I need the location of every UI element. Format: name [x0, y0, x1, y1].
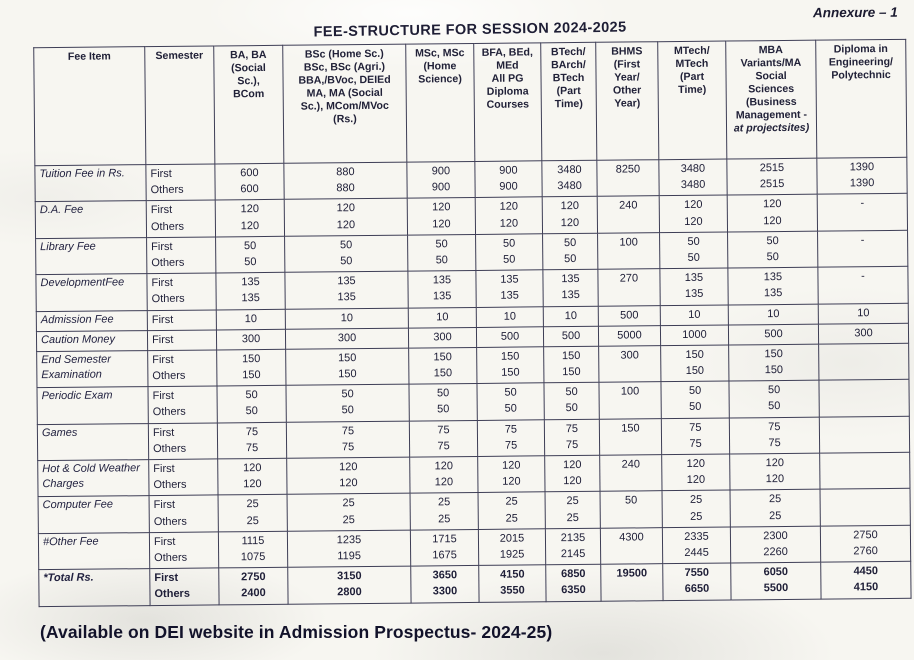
value-cell: 150 150	[409, 347, 477, 384]
value-cell: 900 900	[475, 161, 542, 198]
value-cell: 135 135	[408, 271, 476, 308]
semester-cell: First Others	[146, 164, 215, 201]
value-cell	[819, 416, 909, 453]
value-cell: 50 50	[476, 234, 543, 271]
value-cell: 6050 5500	[731, 562, 821, 599]
fee-item-cell: End Semester Examination	[37, 350, 148, 387]
semester-cell: First Others	[148, 423, 217, 460]
value-cell: 25 25	[410, 493, 478, 530]
value-cell: 300	[285, 328, 408, 349]
column-header: Semester	[145, 46, 215, 165]
value-cell	[820, 489, 910, 526]
value-cell: 50 50	[409, 384, 477, 421]
value-cell: 120 120	[407, 198, 475, 235]
column-header: BSc (Home Sc.) BSc, BSc (Agri.) BBA,/BVoc, DEIEd MA, MA (Social Sc.), MCom/MVoc (Rs.)	[283, 44, 407, 163]
semester-cell: First Others	[148, 386, 217, 423]
semester-cell: First	[147, 330, 216, 351]
value-cell: 135 135	[543, 269, 598, 306]
value-cell: 120 120	[545, 455, 600, 492]
value-cell: 4300	[600, 527, 662, 564]
value-cell	[819, 343, 909, 380]
semester-cell: First Others	[149, 532, 218, 569]
value-cell: 75 75	[409, 420, 477, 457]
value-cell: 880 880	[284, 162, 407, 200]
column-header: Diploma in Engineering/ Polytechnic	[816, 39, 907, 158]
column-header: BHMS (First Year/ Other Year)	[596, 42, 659, 161]
value-cell: 10	[543, 306, 598, 327]
value-cell: 300	[408, 327, 476, 348]
fee-item-cell: DevelopmentFee	[36, 274, 147, 311]
value-cell: 5000	[598, 325, 660, 346]
value-cell: 500	[476, 326, 543, 347]
value-cell: 120 120	[478, 456, 545, 493]
value-cell: 240	[600, 455, 662, 492]
value-cell: 3150 2800	[288, 566, 411, 604]
value-cell: 50 50	[544, 383, 599, 420]
value-cell: 150 150	[217, 349, 286, 386]
fee-item-cell: Tuition Fee in Rs.	[35, 165, 146, 202]
column-header: MTech/ MTech (Part Time)	[658, 41, 727, 160]
page-title: FEE-STRUCTURE FOR SESSION 2024-2025	[313, 19, 627, 41]
value-cell: 240	[597, 196, 659, 233]
semester-cell: First Others	[149, 495, 218, 532]
fee-item-cell: D.A. Fee	[35, 201, 146, 238]
value-cell: 120 120	[284, 198, 407, 236]
value-cell: 50 50	[217, 386, 286, 423]
value-cell	[819, 380, 909, 417]
value-cell: 25 25	[662, 490, 730, 527]
value-cell: 1000	[660, 325, 728, 346]
value-cell: 135 135	[728, 267, 818, 304]
value-cell: 50 50	[285, 235, 408, 273]
value-cell: 120 120	[730, 453, 820, 490]
value-cell: 50 50	[477, 383, 544, 420]
value-cell: 6850 6350	[546, 564, 601, 601]
value-cell: 120 120	[727, 195, 817, 232]
value-cell: 25 25	[218, 495, 287, 532]
value-cell: 150 150	[729, 344, 819, 381]
value-cell: 1715 1675	[410, 529, 478, 566]
fee-item-cell: Library Fee	[36, 237, 147, 274]
value-cell: 25 25	[478, 492, 545, 529]
value-cell: 25 25	[730, 490, 820, 527]
value-cell: 10	[818, 303, 908, 324]
column-header: BTech/ BArch/ BTech (Part Time)	[541, 42, 597, 161]
semester-cell: First	[147, 309, 216, 330]
value-cell: 25 25	[287, 493, 410, 531]
fee-item-cell: Games	[37, 423, 148, 460]
column-header: BFA, BEd, MEd All PG Diploma Courses	[474, 43, 542, 162]
value-cell: 150 150	[661, 345, 729, 382]
value-cell: 300	[818, 323, 908, 344]
column-header: BA, BA (Social Sc.), BCom	[214, 45, 284, 164]
value-cell: 1235 1195	[287, 530, 410, 568]
fee-item-cell: Admission Fee	[36, 310, 147, 331]
value-cell: 50 50	[728, 231, 818, 268]
column-header: MBA Variants/MA Social Sciences (Business Management - at projectsites)	[726, 40, 817, 159]
footer-note: (Available on DEI website in Admission Prospectus- 2024-25)	[40, 622, 553, 642]
value-cell: 8250	[597, 160, 659, 197]
value-cell: 600 600	[215, 163, 284, 200]
value-cell: 2135 2145	[545, 528, 600, 565]
value-cell	[820, 452, 910, 489]
value-cell: 150	[599, 418, 661, 455]
semester-cell: First Others	[148, 350, 217, 387]
value-cell: 120 120	[662, 454, 730, 491]
value-cell: 50	[600, 491, 662, 528]
value-cell: 10	[476, 306, 543, 327]
fee-item-cell: Hot & Cold Weather Charges	[38, 460, 149, 497]
value-cell: 75 75	[217, 422, 286, 459]
value-cell: 150 150	[286, 348, 409, 386]
semester-cell: First Others	[147, 273, 216, 310]
value-cell: 10	[285, 308, 408, 329]
value-cell: 100	[599, 382, 661, 419]
value-cell: 50 50	[286, 384, 409, 422]
value-cell: 4150 3550	[479, 565, 546, 602]
value-cell: 25 25	[545, 492, 600, 529]
value-cell: 75 75	[286, 421, 409, 459]
value-cell: 50 50	[216, 236, 285, 273]
column-header: Fee Item	[34, 47, 146, 166]
value-cell: 19500	[601, 564, 663, 601]
value-cell: 10	[728, 304, 818, 325]
value-cell: 1115 1075	[218, 531, 287, 568]
value-cell: 10	[408, 307, 476, 328]
value-cell: 135 135	[660, 268, 728, 305]
value-cell: 120 120	[215, 200, 284, 237]
fee-item-cell: Caution Money	[36, 330, 147, 351]
value-cell: 120 120	[410, 456, 478, 493]
value-cell: 4450 4150	[821, 561, 911, 598]
value-cell: -	[818, 266, 908, 303]
value-cell: 2750 2760	[820, 525, 910, 562]
table-body	[35, 157, 911, 606]
value-cell: 50 50	[729, 380, 819, 417]
value-cell: 135 135	[216, 272, 285, 309]
value-cell: 150 150	[544, 346, 599, 383]
value-cell: 3650 3300	[411, 566, 479, 603]
semester-cell: First Others	[150, 568, 219, 605]
column-header: MSc, MSc (Home Science)	[406, 43, 475, 162]
value-cell: 120 120	[475, 197, 542, 234]
value-cell: 100	[598, 232, 660, 269]
value-cell: 7550 6650	[663, 563, 731, 600]
table-row	[39, 561, 911, 606]
value-cell: 2335 2445	[662, 527, 730, 564]
value-cell: 500	[728, 324, 818, 345]
value-cell: 2015 1925	[478, 529, 545, 566]
value-cell: 135 135	[285, 271, 408, 309]
table-header	[34, 39, 907, 165]
value-cell: 120 120	[542, 197, 597, 234]
value-cell: 120 120	[218, 458, 287, 495]
header-row	[34, 39, 907, 165]
fee-item-cell: #Other Fee	[38, 532, 149, 569]
value-cell: 50 50	[408, 234, 476, 271]
fee-item-cell: *Total Rs.	[39, 569, 150, 606]
value-cell: 300	[599, 346, 661, 383]
semester-cell: First Others	[146, 200, 215, 237]
value-cell: 150 150	[477, 347, 544, 384]
value-cell: 10	[660, 305, 728, 326]
value-cell: 500	[543, 326, 598, 347]
value-cell: 3480 3480	[659, 159, 727, 196]
value-cell: 120 120	[287, 457, 410, 495]
value-cell: 50 50	[543, 233, 598, 270]
value-cell: 50 50	[661, 381, 729, 418]
value-cell: 75 75	[544, 419, 599, 456]
value-cell: 50 50	[660, 232, 728, 269]
semester-cell: First Others	[149, 459, 218, 496]
value-cell: 135 135	[476, 270, 543, 307]
value-cell: 300	[216, 329, 285, 350]
value-cell: -	[818, 230, 908, 267]
fee-item-cell: Periodic Exam	[37, 387, 148, 424]
annexure-label: Annexure – 1	[813, 4, 899, 21]
fee-structure-sheet	[33, 18, 913, 607]
semester-cell: First Others	[147, 237, 216, 274]
value-cell: 270	[598, 269, 660, 306]
value-cell: 3480 3480	[542, 160, 597, 197]
value-cell: 2300 2260	[730, 526, 820, 563]
value-cell: 2515 2515	[727, 158, 817, 195]
value-cell: 75 75	[661, 418, 729, 455]
value-cell: 75 75	[729, 417, 819, 454]
value-cell: 1390 1390	[817, 157, 907, 194]
fee-structure-table	[33, 39, 911, 607]
value-cell: -	[817, 194, 907, 231]
fee-item-cell: Computer Fee	[38, 496, 149, 533]
value-cell: 2750 2400	[219, 567, 288, 604]
value-cell: 500	[598, 305, 660, 326]
value-cell: 120 120	[659, 195, 727, 232]
value-cell: 10	[216, 309, 285, 330]
value-cell: 75 75	[477, 419, 544, 456]
value-cell: 900 900	[407, 161, 475, 198]
